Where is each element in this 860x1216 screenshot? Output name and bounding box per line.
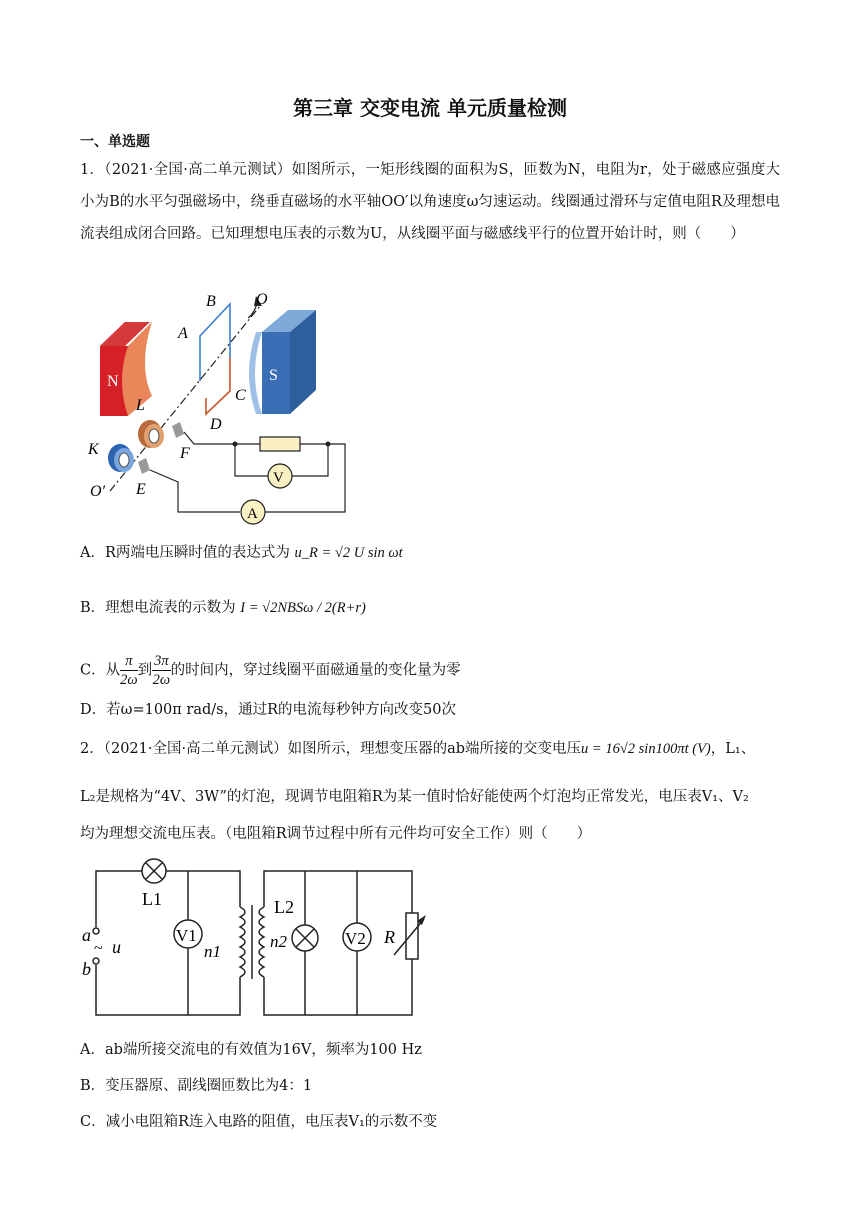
ring-label-k: K — [88, 441, 99, 458]
source-u-label: u — [112, 937, 121, 957]
q1-option-c-pre: C．从 — [80, 662, 121, 679]
coil-label-d: D — [210, 416, 222, 433]
magnet-s-label: S — [269, 367, 278, 384]
terminal-a-label: a — [82, 925, 91, 945]
q1-option-c-mid: 到 — [137, 662, 153, 679]
q2-option-b[interactable]: B．变压器原、副线圈匝数比为4：1 — [80, 1078, 313, 1094]
q1-option-c-post: 的时间内，穿过线圈平面磁通量的变化量为零 — [170, 662, 461, 679]
question-2-stem-line-3: 均为理想交流电压表。（电阻箱R调节过程中所有元件均可安全工作）则（ ） — [80, 826, 592, 842]
q1-option-a-formula: u_R = √2 U sin ωt — [294, 545, 403, 561]
q1-option-c-fraction-2: $\frac{3\pi}{2\omega}$ — [152, 653, 171, 688]
q2-option-a[interactable]: A．ab端所接交流电的有效值为16V，频率为100 Hz — [80, 1042, 422, 1058]
magnet-n-label: N — [107, 373, 119, 390]
brush-label-e: E — [136, 481, 146, 498]
section-heading: 一、单选题 — [80, 134, 150, 150]
voltmeter-label: V — [273, 470, 284, 486]
primary-turns-label: n1 — [204, 942, 221, 961]
axis-label-o-prime: O′ — [90, 483, 106, 500]
secondary-turns-label: n2 — [270, 932, 287, 951]
page-title: 第三章 交变电流 单元质量检测 — [293, 96, 567, 120]
lamp-l1-label: L1 — [142, 889, 162, 909]
resistor-r-label: R — [384, 927, 395, 947]
ring-label-l: L — [136, 397, 145, 414]
q1-option-b-formula: I = √2NBSω / 2(R+r) — [240, 600, 366, 616]
brush-label-f: F — [180, 445, 190, 462]
coil-label-c: C — [235, 387, 246, 404]
question-2-figure — [80, 855, 430, 1025]
q1-option-d[interactable]: D．若ω=100π rad/s，通过R的电流每秒钟方向改变50次 — [80, 702, 456, 718]
q1-option-b[interactable] — [80, 596, 366, 617]
axis-label-o: O — [256, 291, 268, 308]
q1-option-c[interactable] — [80, 652, 461, 689]
q2-option-c[interactable]: C．减小电阻箱R连入电路的阻值，电压表V₁的示数不变 — [80, 1114, 438, 1130]
q1-option-b-text: B．理想电流表的示数为 — [80, 600, 236, 616]
ammeter-label: A — [247, 506, 258, 522]
question-1-figure — [80, 286, 370, 526]
coil-label-b: B — [206, 293, 216, 310]
question-2-stem-line-1: 2．（2021·全国·高二单元测试）如图所示，理想变压器的ab端所接的交变电压u = 16√2 sin100πt (V)，L₁、 — [80, 741, 756, 757]
question-2-stem-line-2: L₂是规格为“4V、3W”的灯泡，现调节电阻箱R为某一值时恰好能使两个灯泡均正常发光，电压表V₁、V₂ — [80, 789, 749, 805]
q2-voltage-formula: u = 16√2 sin100πt (V) — [581, 741, 711, 757]
terminal-b-label: b — [82, 959, 91, 979]
ac-symbol: ~ — [94, 940, 103, 957]
coil-label-a: A — [178, 325, 188, 342]
voltmeter-v2-label: V2 — [345, 929, 366, 948]
q1-option-a[interactable] — [80, 541, 403, 562]
q1-option-a-text: A．R两端电压瞬时值的表达式为 — [80, 545, 290, 561]
lamp-l2-label: L2 — [274, 897, 294, 917]
question-1-stem: 1．（2021·全国·高二单元测试）如图所示，一矩形线圈的面积为S，匝数为N，电阻为r，处于磁感应强度大小为B的水平匀强磁场中，绕垂直磁场的水平轴OO′以角速度ω匀速运动。线圈通过滑环与定值电阻R及理想电流表组成闭合回路。已知理想电压表的示数为U，从线圈平面与磁感线平行的位置开始计时，则（ ） — [80, 162, 780, 242]
voltmeter-v1-label: V1 — [176, 926, 197, 945]
q1-option-c-fraction-1: $\frac{\pi}{2\omega}$ — [120, 653, 138, 688]
